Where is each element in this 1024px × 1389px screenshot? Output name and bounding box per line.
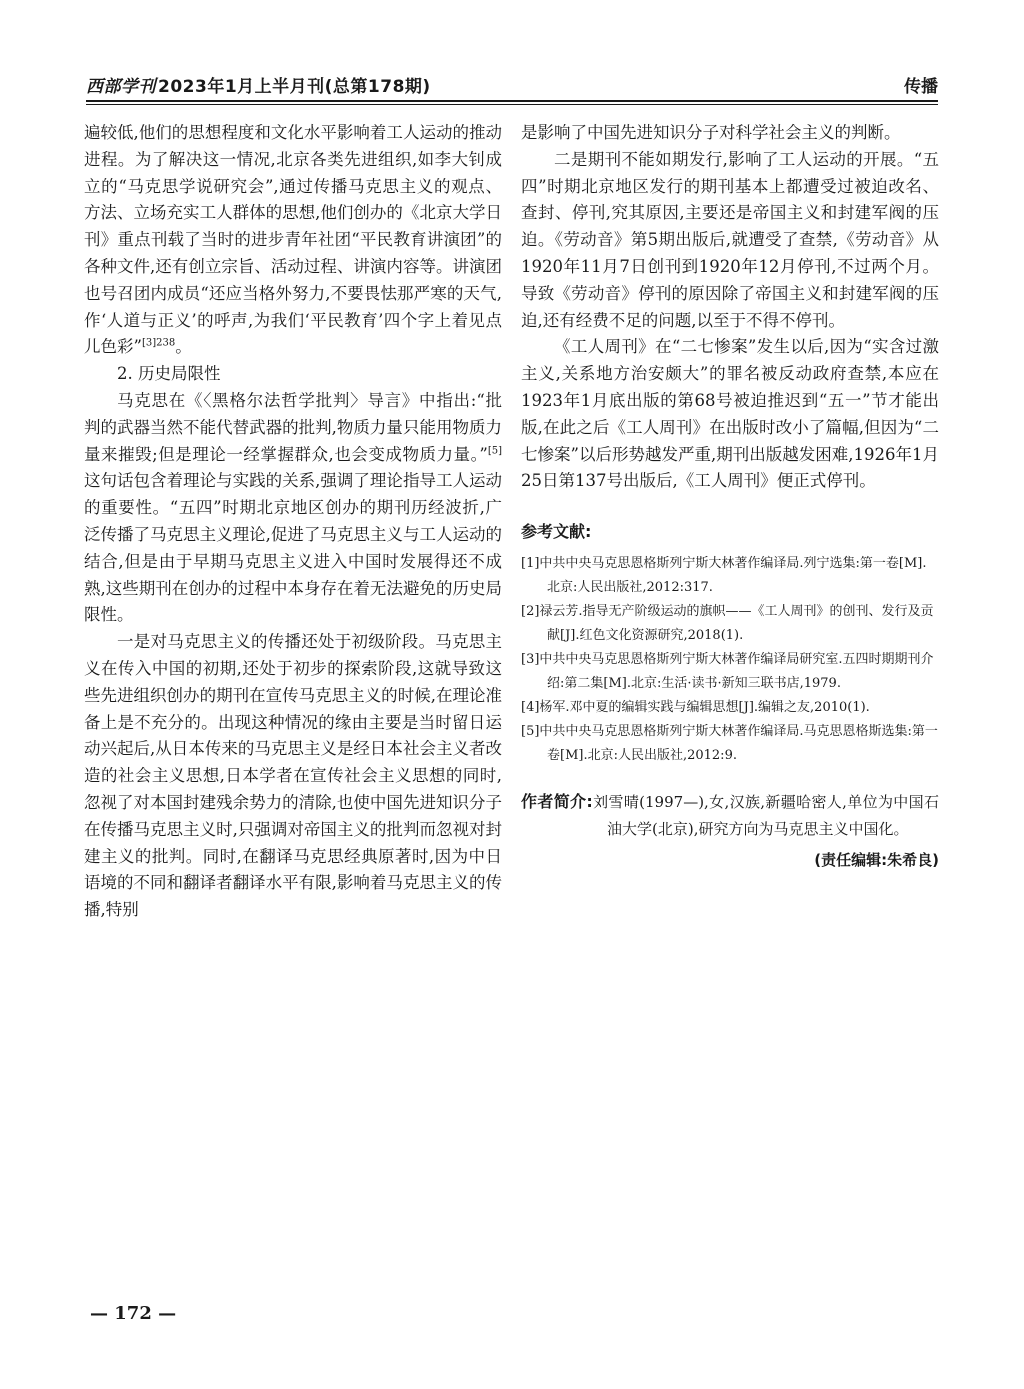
paragraph-text-end: 。 — [175, 337, 192, 357]
right-column — [521, 120, 939, 874]
header-rule — [86, 100, 938, 102]
reference-item: [3]中共中央马克思恩格斯列宁斯大林著作编译局研究室.五四时期期刊介绍:第二集[M].北京:生活·读书·新知三联书店,1979. — [521, 651, 934, 691]
running-header — [86, 72, 938, 98]
author-bio-text: 刘雪晴(1997—),女,汉族,新疆哈密人,单位为中国石油大学(北京),研究方向为马克思主义中国化。 — [592, 792, 939, 838]
paragraph: 二是期刊不能如期发行,影响了工人运动的开展。“五四”时期北京地区发行的期刊基本上都遭受过被迫改名、查封、停刊,究其原因,主要还是帝国主义和封建军阀的压迫。《劳动音》第5期出版后,就遭受了查禁,《劳动音》从1920年11月7日创刊到1920年12月停刊,不过两个月。导致《劳动音》停刊的原因除了帝国主义和封建军阀的压迫,还有经费不足的问题,以至于不得不停刊。 — [521, 149, 939, 330]
issue-info: 2023年1月上半月刊(总第178期) — [158, 77, 431, 97]
page-number: — 172 — — [90, 1303, 177, 1324]
paragraph-text-end: 这句话包含着理论与实践的关系,强调了理论指导工人运动的重要性。“五四”时期北京地区创办的期刊历经波折,广泛传播了马克思主义理论,促进了马克思主义与工人运动的结合,但是由于早期马克思主义进入中国时发展得还不成熟,这些期刊在创办的过程中本身存在着无法避免的历史局限性。 — [84, 471, 502, 625]
author-bio — [521, 788, 939, 843]
reference-item: [4]杨军.邓中夏的编辑实践与编辑思想[J].编辑之友,2010(1). — [521, 699, 870, 715]
references-heading: 参考文献: — [521, 522, 592, 542]
paragraph-text: 遍较低,他们的思想程度和文化水平影响着工人运动的推动进程。为了解决这一情况,北京各类先进组织,如李大钊成立的“马克思学说研究会”,通过传播马克思主义的观点、方法、立场充实工人群体的思想,他们创办的《北京大学日刊》重点刊载了当时的进步青年社团“平民教育讲演团”的各种文件,还有创立宗旨、活动过程、讲演内容等。讲演团也号召团内成员“还应当格外努力,不要畏怯那严寒的天气,作‘人道与正义’的呼声,为我们‘平民教育’四个字上着见点儿色彩” — [84, 123, 502, 357]
paragraph: 《工人周刊》在“二七惨案”发生以后,因为“实含过激主义,关系地方治安颇大”的罪名被反动政府查禁,本应在1923年1月底出版的第68号被迫推迟到“五一”节才能出版,在此之后《工人周刊》在出版时改小了篇幅,但因为“二七惨案”以后形势越发严重,期刊出版越发困难,1926年1月25日第137号出版后,《工人周刊》便正式停刊。 — [521, 337, 939, 491]
author-bio-label: 作者简介: — [521, 791, 593, 811]
section-heading: 2. 历史局限性 — [117, 364, 221, 384]
paragraph-text: 马克思在《〈黑格尔法哲学批判〉导言》中指出:“批判的武器当然不能代替武器的批判,物质力量只能用物质力量来摧毁;但是理论一经掌握群众,也会变成物质力量。” — [84, 390, 502, 464]
paragraph: 是影响了中国先进知识分子对科学社会主义的判断。 — [521, 123, 901, 142]
left-column — [84, 120, 502, 924]
responsible-editor: (责任编辑:朱希良) — [814, 850, 939, 869]
reference-item: [5]中共中央马克思恩格斯列宁斯大林著作编译局.马克思恩格斯选集:第一卷[M].北京:人民出版社,2012:9. — [521, 723, 938, 763]
reference-item: [2]禄云芳.指导无产阶级运动的旗帜——《工人周刊》的创刊、发行及贡献[J].红色文化资源研究,2018(1). — [521, 603, 934, 643]
paragraph — [84, 120, 502, 361]
paragraph: 一是对马克思主义的传播还处于初级阶段。马克思主义在传入中国的初期,还处于初步的探索阶段,这就导致这些先进组织创办的期刊在宣传马克思主义的时候,在理论准备上是不充分的。出现这种情况的缘由主要是当时留日运动兴起后,从日本传来的马克思主义是经日本社会主义者改造的社会主义思想,日本学者在宣传社会主义思想的同时,忽视了对本国封建残余势力的清除,也使中国先进知识分子在传播马克思主义时,只强调对帝国主义的批判而忽视对封建主义的批判。同时,在翻译马克思经典原著时,因为中日语境的不同和翻译者翻译水平有限,影响着马克思主义的传播,特别 — [84, 632, 502, 920]
journal-issue-line — [86, 72, 431, 97]
citation: [5] — [487, 445, 502, 457]
section-name: 传播 — [904, 77, 938, 97]
reference-item: [1]中共中央马克思恩格斯列宁斯大林著作编译局.列宁选集:第一卷[M].北京:人民出版社,2012:317. — [521, 555, 927, 595]
paragraph — [84, 388, 502, 629]
citation: [3]238 — [141, 337, 176, 349]
journal-logo: 西部学刊 — [86, 77, 156, 97]
header-rule-thin — [86, 104, 938, 105]
